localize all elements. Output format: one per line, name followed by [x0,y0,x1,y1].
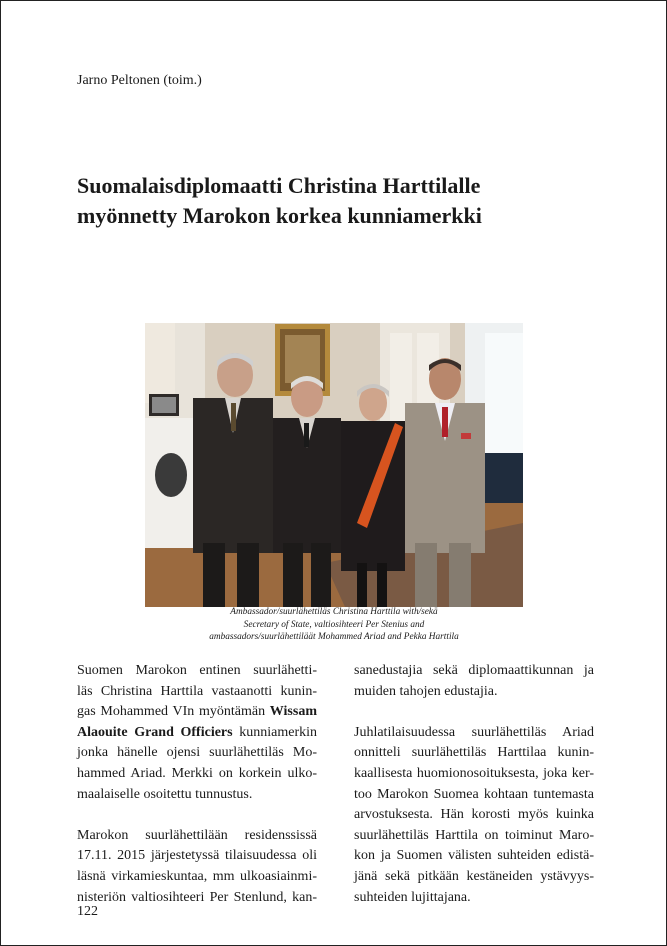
right-column [354,661,594,908]
photo-caption [145,606,523,644]
body-line: jonka hänelle ojensi suurlähettiläs Mo- [77,745,317,761]
article-title [77,171,597,231]
award-name-part-2: Alaouite Grand Officiers [77,724,233,740]
body-line: Alaouite Grand Officiers kunniamerkin [77,724,317,740]
body-line: gas Mohammed VIn myöntämän Wissam [77,704,317,720]
ceremony-photo [145,323,523,607]
body-line: arvostuksesta. Hän korosti myös kuinka [354,807,594,823]
body-line: onnitteli suurlähettiläs Harttilaa kunin- [354,745,594,761]
body-line: too Marokon Suomea kohtaan tuntemasta [354,786,594,802]
body-line: kaallisesta huomionosoituksesta, joka ker- [354,765,594,781]
award-name-part-1: Wissam [269,704,317,720]
body-line: läs Christina Harttila vastaanotti kunin- [77,683,317,699]
caption-line-3: ambassadors/suurlähettiläät Mohammed Ariad and Pekka Harttila [209,632,459,642]
page-number: 122 [77,904,98,919]
body-line: hammed Ariad. Merkki on korkein ulko- [77,765,317,781]
body-line: Suomen Marokon entinen suurlähetti- [77,663,317,678]
body-line: jänä sekä pitkään kestäneiden ystävyys- [354,868,594,884]
body-line: suurlähettiläs Harttila on toiminut Maro- [354,827,594,843]
title-line-1: Suomalaisdiplomaatti Christina Harttilalle [77,173,481,198]
body-line: suhteiden lujittajana. [354,889,471,905]
body-line: läsnä virkamieskuntaa, mm ulkoasiainmi- [77,868,317,884]
left-column [77,661,317,908]
body-line: 17.11. 2015 järjestetyssä tilaisuudessa oli [77,848,317,864]
body-line: Marokon suurlähettilään residenssissä [77,827,317,843]
author-line: Jarno Peltonen (toim.) [77,73,202,88]
body-line: Juhlatilaisuudessa suurlähettiläs Ariad [354,724,594,740]
title-line-2: myönnetty Marokon korkea kunniamerkki [77,203,482,228]
caption-line-1: Ambassador/suurlähettiläs Christina Harttila with/sekä [230,607,438,617]
body-line: muiden tahojen edustajia. [354,683,498,699]
body-line: sanedustajia sekä diplomaattikunnan ja [354,663,594,678]
body-line: kon ja Suomen välisten suhteiden edistä- [354,848,594,864]
body-line: nisteriön valtiosihteeri Per Stenlund, kan- [77,889,317,905]
caption-line-2: Secretary of State, valtiosihteeri Per Stenius and [243,619,425,630]
body-line: maalaiselle osoitettu tunnustus. [77,786,253,802]
